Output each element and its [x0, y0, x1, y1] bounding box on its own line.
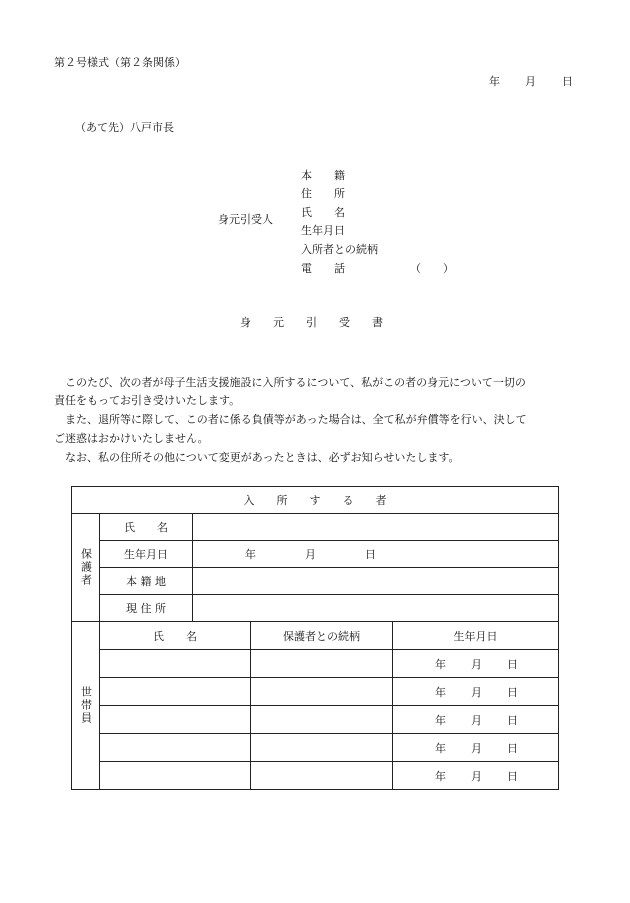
birth-year: 年	[435, 685, 446, 699]
guardian-birth-year: 年	[245, 548, 256, 561]
date-year: 年	[489, 75, 500, 88]
household-birth-cell[interactable]	[393, 762, 559, 790]
guardian-honseki-value[interactable]	[193, 568, 559, 595]
birth-year: 年	[435, 741, 446, 755]
guarantor-label: 身元引受人	[218, 213, 273, 226]
guardian-birth-value[interactable]	[193, 541, 559, 568]
table-row	[72, 650, 559, 678]
guardian-name-value[interactable]	[193, 514, 559, 541]
household-name-cell[interactable]	[100, 706, 251, 734]
birth-day: 日	[507, 657, 518, 671]
household-header-relation: 保護者との続柄	[251, 622, 393, 650]
household-name-cell[interactable]	[100, 678, 251, 706]
document-title: 身 元 引 受 書	[240, 316, 383, 329]
birth-month: 月	[471, 657, 482, 671]
admission-table	[71, 486, 559, 790]
table-row	[72, 762, 559, 790]
birth-year: 年	[435, 769, 446, 783]
birth-month: 月	[471, 741, 482, 755]
guardian-row-label: 本 籍 地	[100, 568, 193, 595]
guarantor-field-honseki: 本 籍	[301, 169, 345, 182]
household-relation-cell[interactable]	[251, 650, 393, 678]
guardian-birth-month: 月	[305, 548, 316, 561]
table-header: 入 所 す る 者	[72, 487, 559, 514]
household-birth-cell[interactable]	[393, 706, 559, 734]
birth-month: 月	[471, 769, 482, 783]
birth-year: 年	[435, 657, 446, 671]
guardian-row-label: 生年月日	[100, 541, 193, 568]
household-birth-cell[interactable]	[393, 678, 559, 706]
household-header-birth: 生年月日	[393, 622, 559, 650]
guardian-row-label: 現 住 所	[100, 595, 193, 622]
date-day: 日	[562, 75, 573, 88]
guardian-address-value[interactable]	[193, 595, 559, 622]
guardian-row-label: 氏 名	[100, 514, 193, 541]
body-line: なお、私の住所その他について変更があったときは、必ずお知らせいたします。	[65, 451, 460, 464]
household-name-cell[interactable]	[100, 762, 251, 790]
household-name-cell[interactable]	[100, 650, 251, 678]
body-line: このたび、次の者が母子生活支援施設に入所するについて、私がこの者の身元について一切の	[65, 376, 526, 389]
household-birth-cell[interactable]	[393, 650, 559, 678]
birth-day: 日	[507, 769, 518, 783]
household-relation-cell[interactable]	[251, 706, 393, 734]
guarantor-field-birthdate: 生年月日	[301, 224, 345, 237]
phone-parens: （ ）	[410, 262, 454, 275]
household-relation-cell[interactable]	[251, 762, 393, 790]
body-line: また、退所等に際して、この者に係る負債等があった場合は、全て私が弁償等を行い、決して	[65, 413, 527, 426]
addressee: （あて先）八戸市長	[75, 121, 174, 134]
birth-day: 日	[507, 713, 518, 727]
household-name-cell[interactable]	[100, 734, 251, 762]
birth-day: 日	[507, 685, 518, 699]
table-row	[72, 734, 559, 762]
body-line: 責任をもってお引き受けいたします。	[54, 394, 241, 407]
date-month: 月	[525, 75, 536, 88]
guarantor-field-address: 住 所	[301, 187, 345, 200]
table-row	[72, 706, 559, 734]
household-group-label: 世帯員	[72, 622, 100, 790]
household-header-name: 氏 名	[100, 622, 251, 650]
household-birth-cell[interactable]	[393, 734, 559, 762]
household-relation-cell[interactable]	[251, 678, 393, 706]
guarantor-field-name: 氏 名	[301, 206, 345, 219]
guardian-birth-day: 日	[365, 548, 376, 561]
household-relation-cell[interactable]	[251, 734, 393, 762]
birth-day: 日	[507, 741, 518, 755]
form-label: 第２号様式（第２条関係）	[54, 56, 186, 69]
birth-year: 年	[435, 713, 446, 727]
table-row	[72, 678, 559, 706]
birth-month: 月	[471, 713, 482, 727]
guardian-group-label: 保護者	[72, 514, 100, 622]
guarantor-field-phone: 電 話	[301, 262, 345, 275]
body-line: ご迷惑はおかけいたしません。	[54, 432, 209, 445]
birth-month: 月	[471, 685, 482, 699]
guarantor-field-relation: 入所者との続柄	[301, 243, 378, 256]
